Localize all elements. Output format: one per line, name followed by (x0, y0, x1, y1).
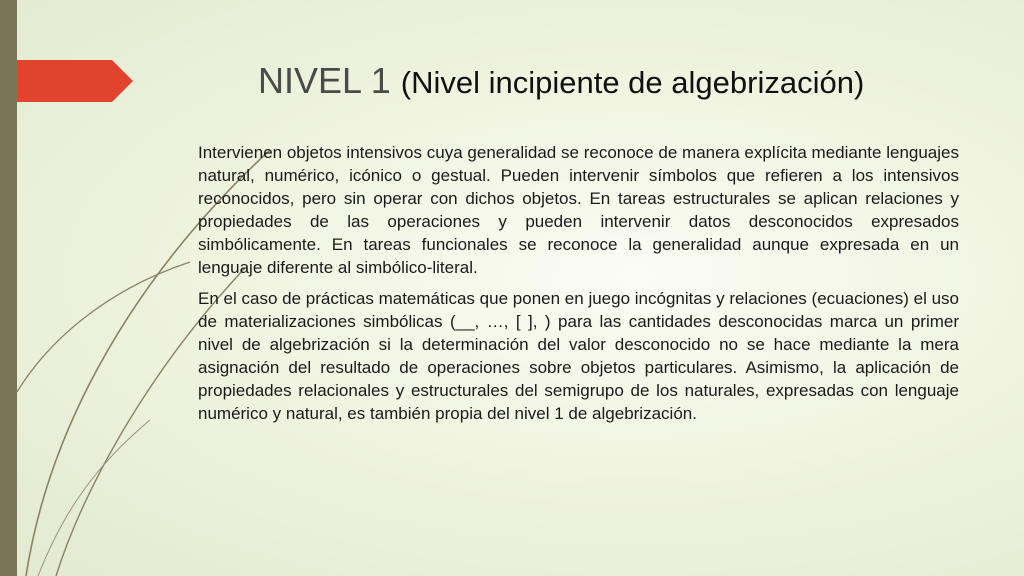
title-level: NIVEL 1 (258, 60, 391, 101)
slide-title (258, 58, 864, 106)
decor-curve-4 (38, 420, 150, 576)
title-subtitle: (Nivel incipiente de algebrización) (400, 65, 865, 100)
paragraph-1: Intervienen objetos intensivos cuya generalidad se reconoce de manera explícita mediante lenguajes natural, numérico, icónico o gestual. Pueden intervenir símbolos que refieren a los intensivos reconocidos, pero sin operar con dichos objetos. En tareas estructurales se aplican relaciones y propiedades de las operaciones y pueden intervenir datos desconocidos expresados simbólicamente. En tareas funcionales se reconoce la generalidad aunque expresada en un lenguaje diferente al simbólico-literal. (198, 143, 959, 277)
paragraph-2: En el caso de prácticas matemáticas que ponen en juego incógnitas y relaciones (ecuaciones) el uso de materializaciones simbólicas (__, …, [ ], ) para las cantidades desconocidas marca un primer nivel de algebrización si la determinación del valor desconocido no se hace mediante la mera asignación del resultado de operaciones sobre objetos particulares. Asimismo, la aplicación de propiedades relacionales y estructurales del semigrupo de los naturales, expresadas con lenguaje numérico y natural, es también propia del nivel 1 de algebrización. (198, 289, 959, 423)
decor-curve-3 (17, 262, 190, 392)
slide-body (198, 141, 959, 433)
accent-arrow (17, 60, 133, 102)
